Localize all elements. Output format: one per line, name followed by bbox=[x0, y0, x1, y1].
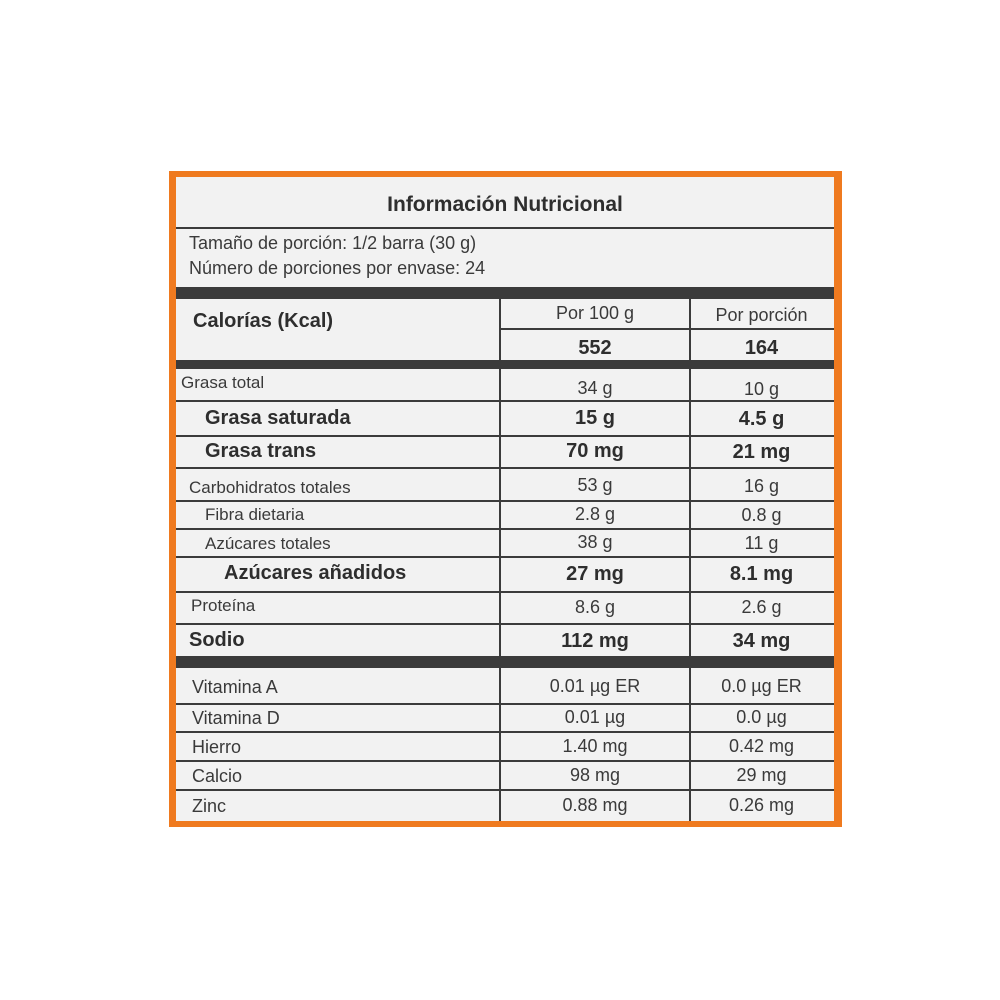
rule bbox=[176, 556, 834, 558]
rule bbox=[176, 467, 834, 469]
rule bbox=[176, 703, 834, 705]
micronutrient-per-100g: 0.88 mg bbox=[562, 795, 628, 815]
micronutrient-per-serving: 29 mg bbox=[736, 765, 787, 785]
nutrient-name: Azúcares añadidos bbox=[224, 562, 407, 584]
micronutrient-per-100g: 0.01 µg bbox=[564, 707, 626, 727]
micronutrient-per-serving: 0.26 mg bbox=[728, 795, 795, 815]
nutrient-name: Sodio bbox=[189, 629, 245, 651]
serving-size: Tamaño de porción: 1/2 barra (30 g) bbox=[189, 233, 477, 253]
nutrient-per-100g: 38 g bbox=[577, 532, 613, 552]
servings-per-container: Número de porciones por envase: 24 bbox=[189, 258, 486, 278]
nutrient-per-serving: 8.1 mg bbox=[729, 563, 794, 585]
rule bbox=[176, 400, 834, 402]
nutrient-per-100g: 2.8 g bbox=[574, 504, 616, 524]
nutrient-name: Grasa trans bbox=[205, 440, 317, 462]
col-header-per-serving: Por porción bbox=[715, 305, 808, 325]
nutrient-per-100g: 112 mg bbox=[561, 630, 629, 652]
thick-rule bbox=[176, 656, 834, 668]
micronutrient-name: Calcio bbox=[192, 766, 243, 786]
micronutrient-per-serving: 0.0 µg ER bbox=[721, 676, 802, 696]
nutrient-per-serving: 4.5 g bbox=[738, 408, 785, 430]
rule bbox=[176, 500, 834, 502]
nutrient-per-serving: 34 mg bbox=[732, 630, 791, 652]
rule bbox=[176, 623, 834, 625]
rule bbox=[176, 760, 834, 762]
rule bbox=[176, 528, 834, 530]
micronutrient-name: Hierro bbox=[192, 737, 242, 757]
micronutrient-name: Vitamina A bbox=[192, 677, 278, 697]
micronutrient-name: Vitamina D bbox=[192, 708, 280, 728]
rule bbox=[176, 435, 834, 437]
micronutrient-name: Zinc bbox=[192, 796, 227, 816]
micronutrient-per-100g: 1.40 mg bbox=[562, 736, 628, 756]
nutrient-name: Carbohidratos totales bbox=[189, 478, 351, 497]
panel-title: Información Nutricional bbox=[387, 193, 623, 216]
calories-per-100g: 552 bbox=[578, 337, 612, 359]
nutrient-per-serving: 21 mg bbox=[732, 441, 791, 463]
rule bbox=[176, 731, 834, 733]
rule bbox=[176, 789, 834, 791]
nutrient-per-serving: 10 g bbox=[743, 379, 780, 399]
micronutrient-per-100g: 98 mg bbox=[569, 765, 621, 785]
nutrient-per-100g: 15 g bbox=[574, 407, 616, 429]
nutrient-name: Grasa saturada bbox=[205, 407, 351, 429]
thick-rule bbox=[176, 287, 834, 299]
nutrient-name: Fibra dietaria bbox=[205, 505, 305, 524]
micronutrient-per-serving: 0.42 mg bbox=[728, 736, 795, 756]
nutrient-per-serving: 16 g bbox=[743, 476, 780, 496]
rule bbox=[176, 227, 834, 229]
nutrient-per-100g: 70 mg bbox=[566, 440, 624, 462]
calories-per-serving: 164 bbox=[744, 337, 779, 359]
thick-rule bbox=[176, 360, 834, 369]
calories-label: Calorías (Kcal) bbox=[193, 310, 334, 332]
col-header-per-100g: Por 100 g bbox=[555, 303, 635, 323]
rule bbox=[500, 328, 834, 330]
micronutrient-per-100g: 0.01 µg ER bbox=[549, 676, 641, 696]
nutrient-per-100g: 8.6 g bbox=[574, 597, 616, 617]
nutrient-per-serving: 11 g bbox=[744, 533, 779, 553]
micronutrient-per-serving: 0.0 µg bbox=[736, 707, 787, 727]
nutrient-per-serving: 2.6 g bbox=[741, 597, 782, 617]
nutrient-per-100g: 34 g bbox=[577, 378, 613, 398]
nutrient-name: Grasa total bbox=[181, 373, 265, 392]
nutrient-name: Azúcares totales bbox=[205, 534, 331, 553]
rule bbox=[176, 591, 834, 593]
nutrient-name: Proteína bbox=[191, 596, 256, 615]
nutrient-per-serving: 0.8 g bbox=[741, 505, 782, 525]
nutrient-per-100g: 53 g bbox=[577, 475, 613, 495]
nutrient-per-100g: 27 mg bbox=[566, 563, 624, 585]
